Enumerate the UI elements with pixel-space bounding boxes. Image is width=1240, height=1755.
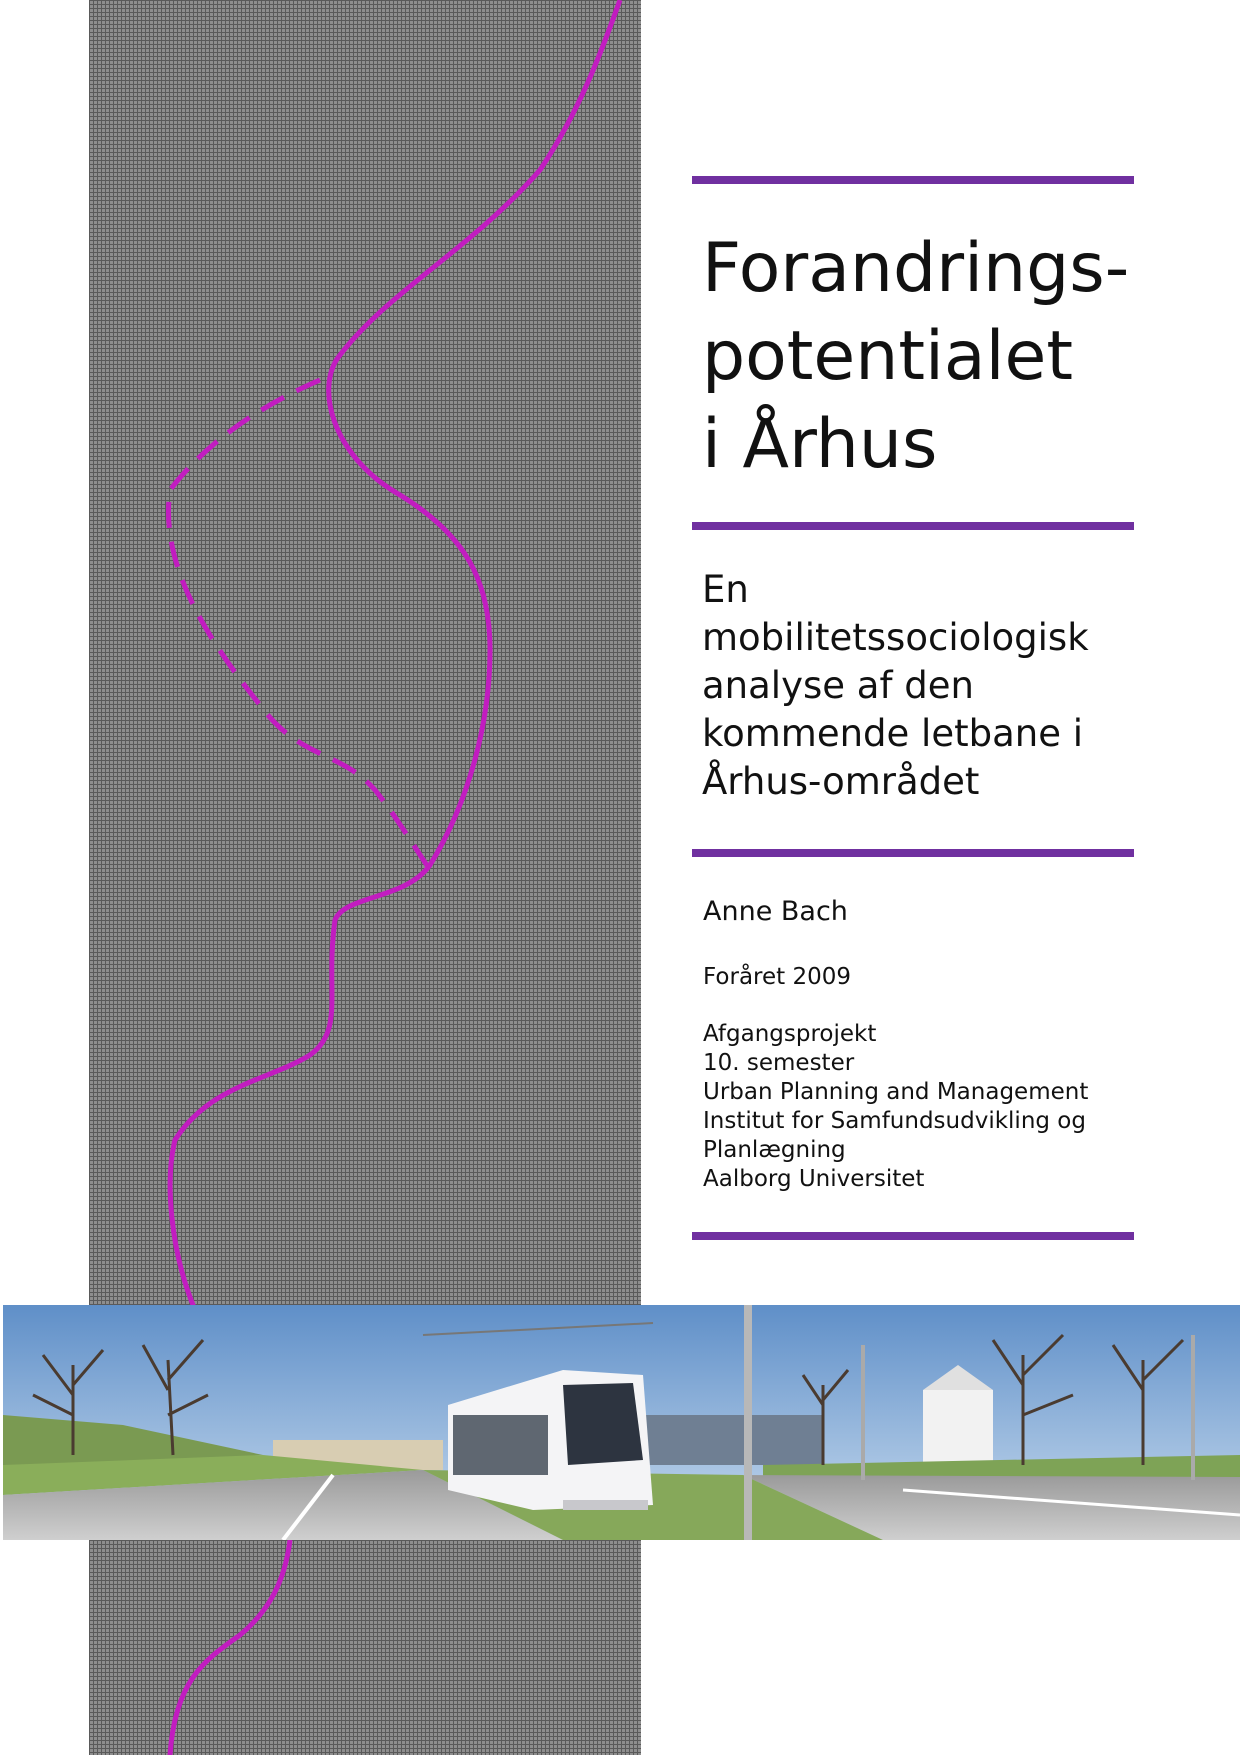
title-line: Forandrings- xyxy=(702,229,1130,308)
rule-after-subtitle xyxy=(692,849,1134,857)
subtitle xyxy=(702,566,1142,806)
details-line: Afgangsprojekt xyxy=(703,1021,877,1047)
subtitle-line: En xyxy=(702,568,749,611)
details-line: Institut for Samfundsudvikling og xyxy=(703,1108,1086,1134)
project-details xyxy=(703,1020,1143,1194)
details-line: Aalborg Universitet xyxy=(703,1166,925,1192)
subtitle-line: analyse af den xyxy=(702,664,974,707)
title-line: i Århus xyxy=(702,405,938,484)
subtitle-line: kommende letbane i xyxy=(702,712,1084,755)
rule-bottom xyxy=(692,1232,1134,1240)
subtitle-line: Århus-området xyxy=(702,760,980,803)
author: Anne Bach xyxy=(703,896,848,927)
details-line: 10. semester xyxy=(703,1050,855,1076)
subtitle-line: mobilitetssociologisk xyxy=(702,616,1089,659)
date: Foråret 2009 xyxy=(703,964,851,990)
rule-after-title xyxy=(692,522,1134,530)
details-line: Planlægning xyxy=(703,1137,846,1163)
rule-top xyxy=(692,176,1134,184)
title-line: potentialet xyxy=(702,317,1073,396)
light-rail-banner-image xyxy=(3,1305,1240,1540)
details-line: Urban Planning and Management xyxy=(703,1079,1089,1105)
title xyxy=(702,225,1142,489)
